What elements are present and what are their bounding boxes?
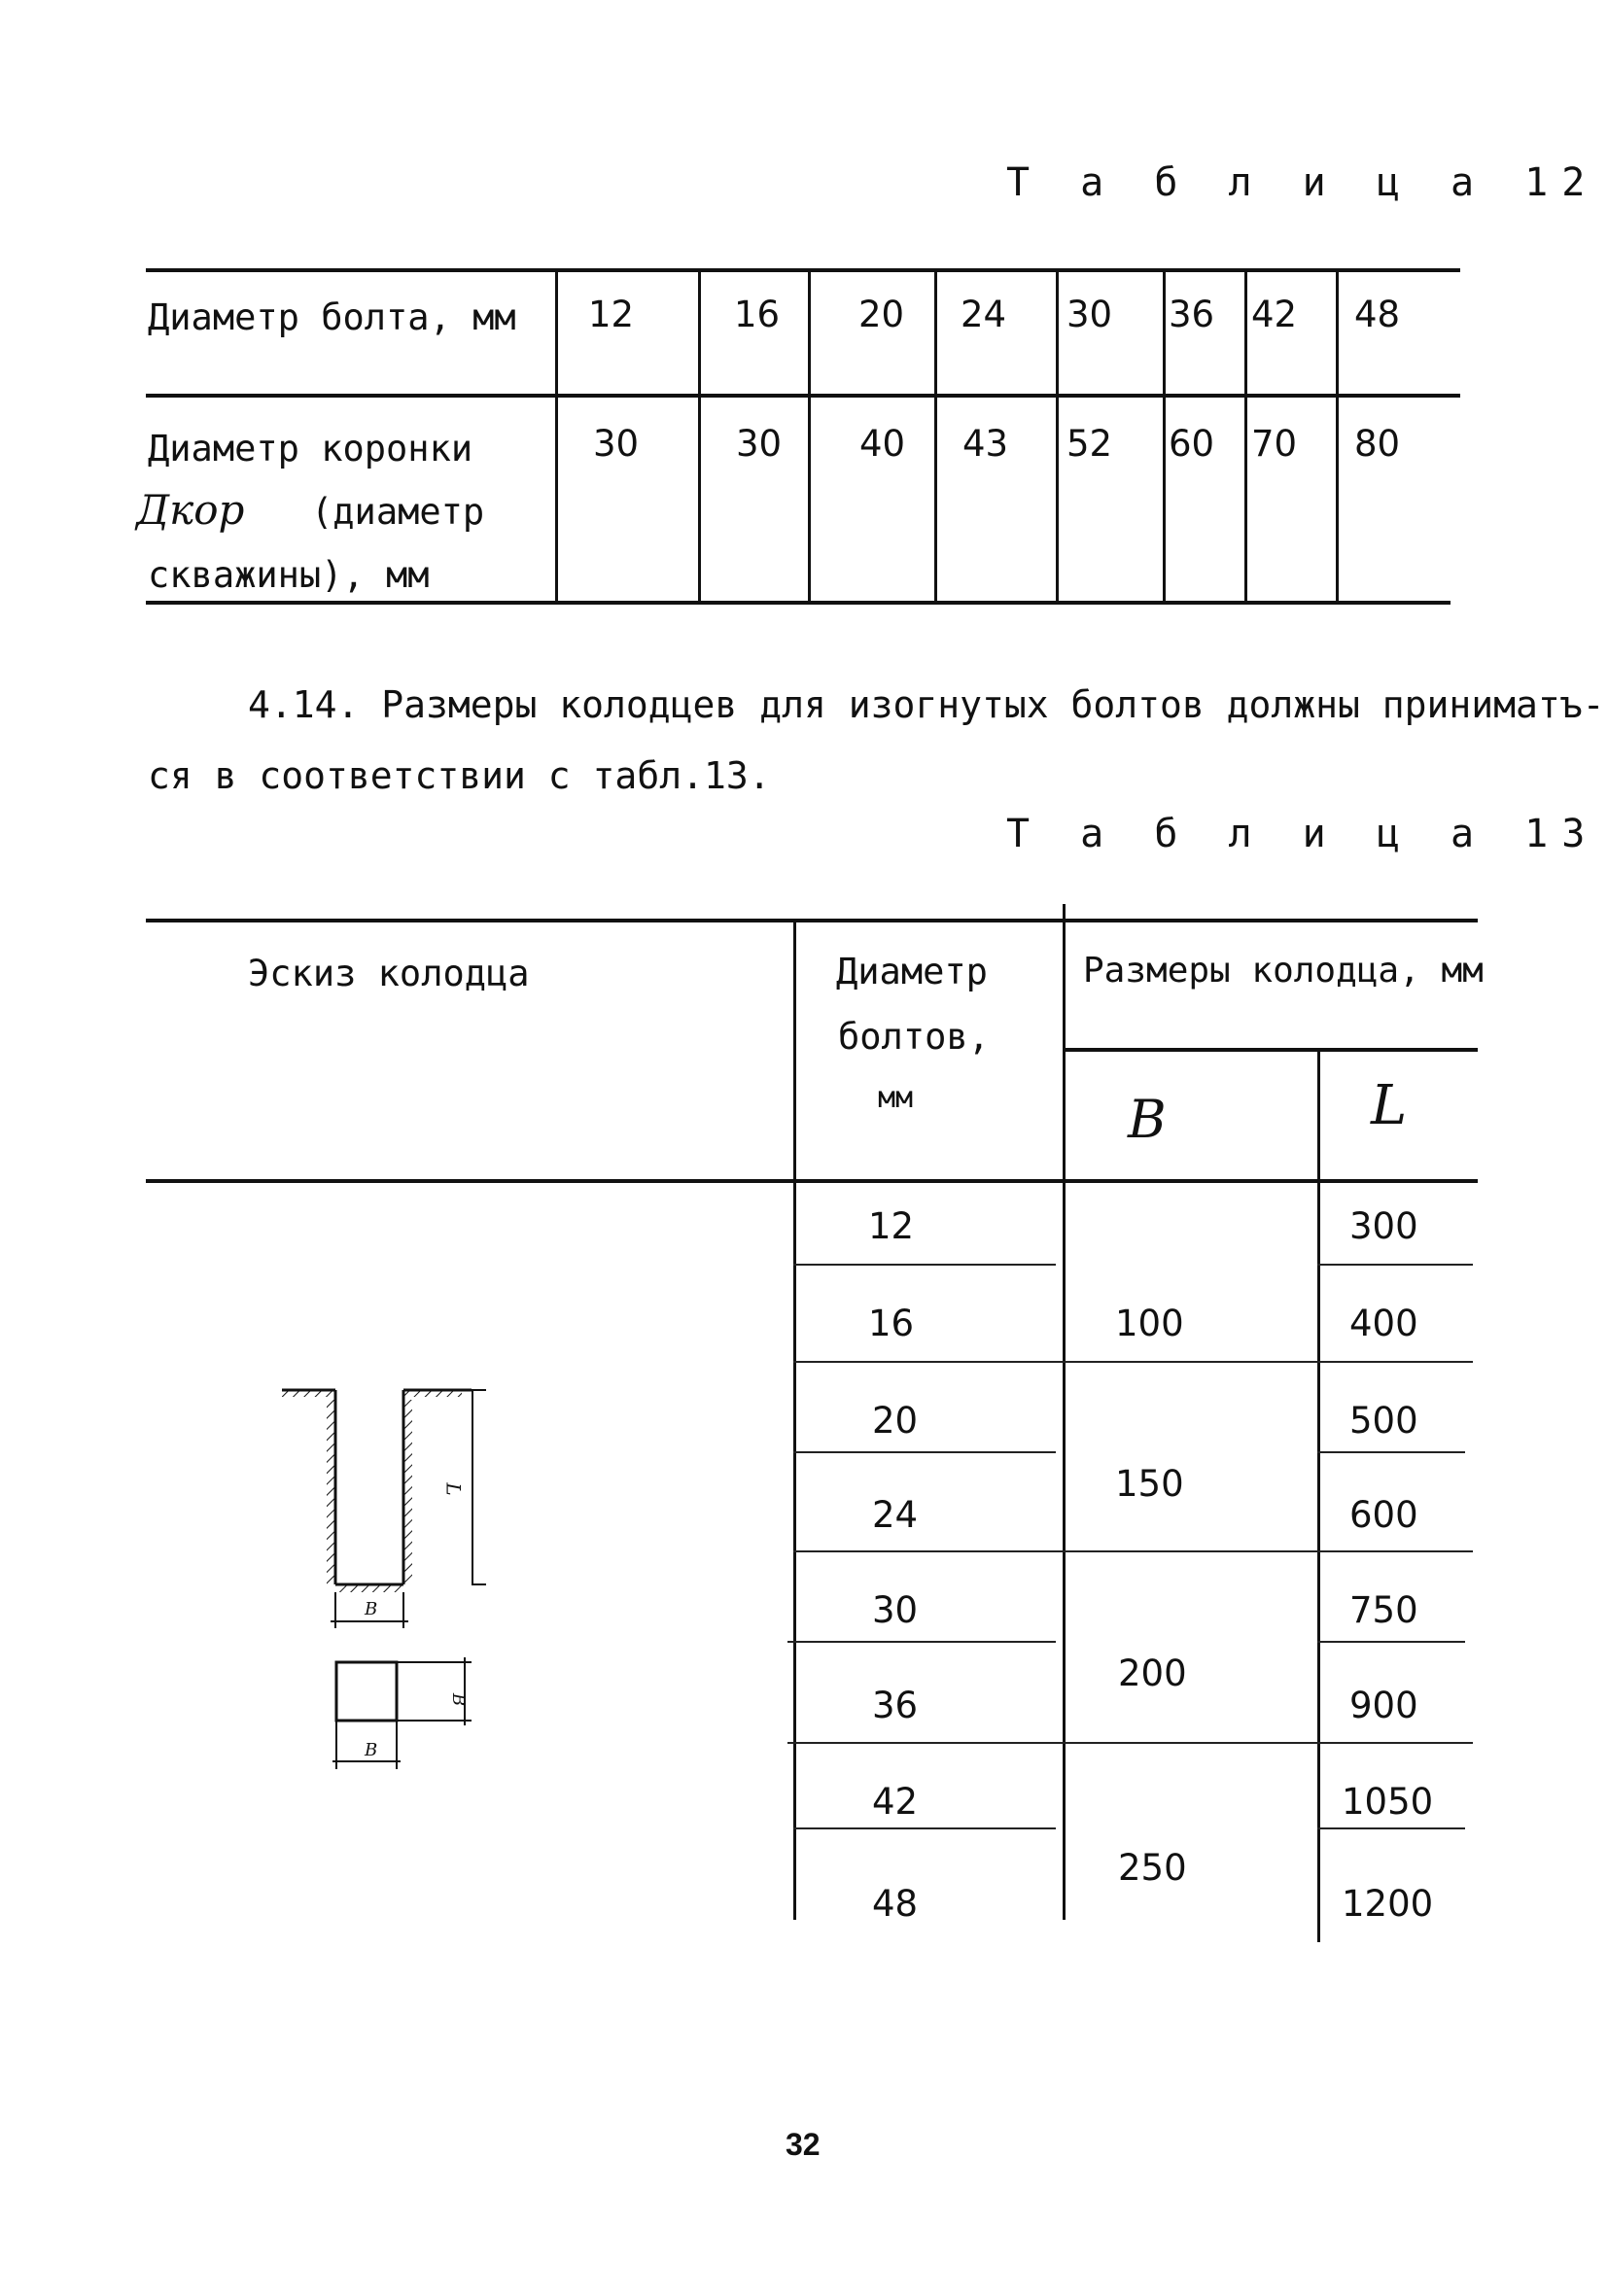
diameter-row-rule [787,1742,1063,1744]
table13-header-bottom-rule [146,1179,1478,1183]
l-row-rule [1317,1264,1473,1266]
diameter-row-rule [793,1451,1056,1453]
table12-divider [1163,268,1166,604]
table13-caption: Т а б л и ц а 13 [1006,812,1599,856]
table12-top-rule [146,268,1460,272]
bolt-diameter-cell: 12 [588,294,635,335]
crown-diameter-cell: 60 [1169,423,1215,465]
l-row-rule [1317,1451,1465,1453]
crown-diameter-label-line2: (диаметр [311,491,485,533]
b-cell: 200 [1118,1652,1187,1694]
crown-diameter-label-line1: Диаметр коронки [148,428,473,470]
crown-diameter-label-line3: скважины), мм [148,554,430,596]
table12-divider [1336,268,1339,604]
table13-divider [1063,904,1066,1920]
col-b-header: B [1128,1089,1167,1150]
col-diameter-header-line2: болтов, [838,1016,990,1058]
crown-diameter-cell: 43 [962,423,1009,465]
l-cell: 1050 [1342,1781,1434,1823]
diameter-cell: 16 [868,1303,915,1344]
l-cell: 400 [1349,1303,1418,1344]
diameter-row-rule [793,1264,1056,1266]
crown-diameter-cell: 30 [736,423,783,465]
table12-divider [698,268,701,604]
crown-diameter-cell: 80 [1354,423,1401,465]
diameter-cell: 48 [872,1883,919,1925]
bolt-diameter-cell: 20 [858,294,905,335]
crown-symbol: Дкор [136,486,245,534]
bolt-diameter-cell: 48 [1354,294,1401,335]
table12-bottom-rule [146,601,1451,605]
b-group-rule [1063,1361,1317,1363]
sketch-width-label: B [365,1599,378,1619]
sketch-plan-width-label: B [365,1740,378,1760]
col-sizes-header: Размеры колодца, мм [1083,951,1484,991]
crown-diameter-cell: 70 [1251,423,1298,465]
col-sketch-header: Эскиз колодца [248,953,530,994]
l-row-rule [1317,1827,1465,1829]
l-row-rule [1317,1550,1473,1552]
crown-diameter-cell: 52 [1066,423,1113,465]
l-cell: 300 [1349,1205,1418,1247]
diameter-row-rule [793,1361,1063,1363]
b-cell: 250 [1118,1847,1187,1889]
table13-divider [1317,1048,1320,1942]
bolt-diameter-cell: 42 [1251,294,1298,335]
diameter-cell: 36 [872,1685,919,1726]
diameter-cell: 30 [872,1589,919,1631]
b-group-rule [1063,1550,1317,1552]
paragraph-line-2: ся в соответствии с табл.13. [148,754,771,797]
diameter-row-rule [787,1641,1056,1643]
diameter-cell: 24 [872,1494,919,1536]
bolt-diameter-cell: 30 [1066,294,1113,335]
bolt-diameter-cell: 24 [961,294,1007,335]
diameter-cell: 42 [872,1781,919,1823]
l-cell: 500 [1349,1400,1418,1442]
sketch-plan-width-label: B [448,1692,470,1707]
table12-mid-rule [146,394,1460,398]
crown-diameter-cell: 30 [593,423,640,465]
diameter-row-rule [793,1827,1056,1829]
bolt-diameter-label: Диаметр болта, мм [148,296,516,338]
l-row-rule [1317,1361,1473,1363]
table12-divider [934,268,937,604]
b-cell: 150 [1115,1463,1184,1505]
col-diameter-header-line1: Диаметр [836,951,988,992]
bolt-diameter-cell: 36 [1169,294,1215,335]
table13-top-rule [146,919,1478,922]
table12-divider [808,268,811,604]
table13-divider [793,919,796,1920]
well-sketch [262,1361,515,1779]
l-cell: 600 [1349,1494,1418,1536]
table12-divider [1056,268,1059,604]
l-cell: 900 [1349,1685,1418,1726]
l-row-rule [1317,1742,1473,1744]
b-cell: 100 [1115,1303,1184,1344]
crown-diameter-cell: 40 [859,423,906,465]
paragraph-line-1: 4.14. Размеры колодцев для изогнутых болтов должны приниматъ- [248,683,1605,726]
l-cell: 1200 [1342,1883,1434,1925]
sketch-depth-label: L [441,1482,466,1496]
table12-divider [555,268,558,604]
table12-divider [1244,268,1247,604]
table12-caption: Т а б л и ц а 12 [1006,160,1599,205]
diameter-row-rule [793,1550,1063,1552]
diameter-cell: 20 [872,1400,919,1442]
diameter-cell: 12 [868,1205,915,1247]
b-group-rule [1063,1742,1317,1744]
page-number: 32 [786,2127,821,2162]
table13-sizes-rule [1063,1048,1478,1052]
col-l-header: L [1371,1074,1408,1137]
bolt-diameter-cell: 16 [734,294,781,335]
l-row-rule [1317,1641,1465,1643]
col-diameter-header-line3: мм [878,1081,914,1115]
l-cell: 750 [1349,1589,1418,1631]
